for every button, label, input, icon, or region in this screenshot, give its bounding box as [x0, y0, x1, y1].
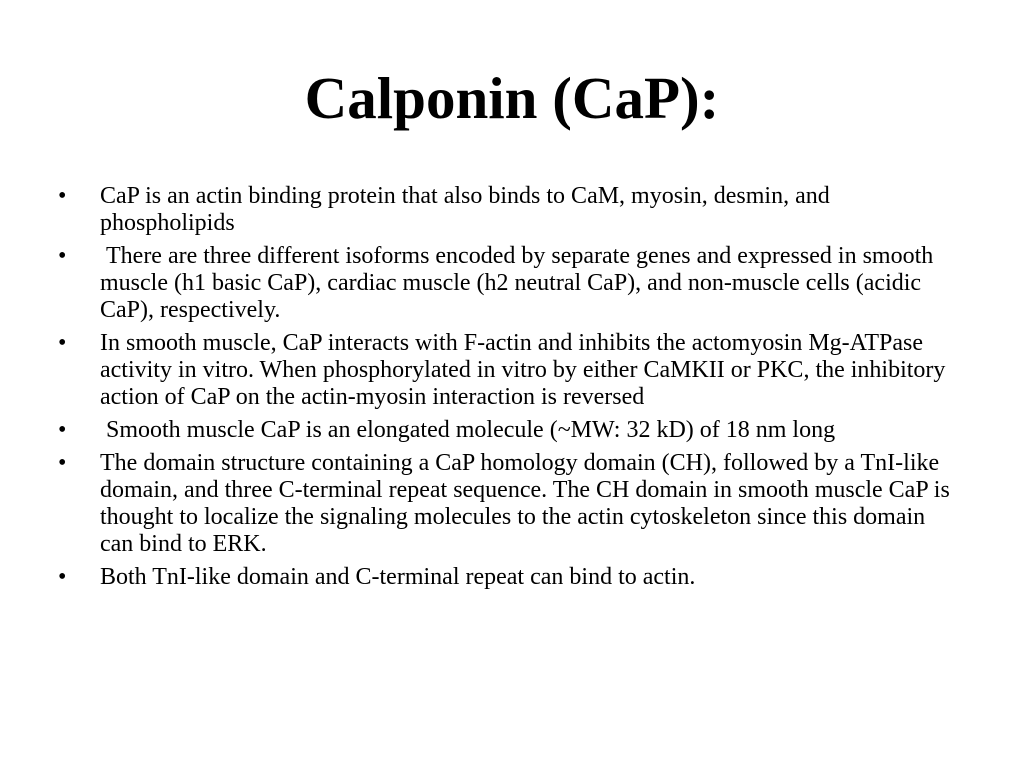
bullet-dot-icon: • [58, 450, 67, 476]
bullet-text: Both TnI-like domain and C-terminal repeat can bind to actin. [100, 564, 696, 590]
bullet-dot-icon: • [58, 564, 67, 590]
bullet-item [0, 330, 1024, 411]
bullet-text: Smooth muscle CaP is an elongated molecule (~MW: 32 kD) of 18 nm long [100, 417, 836, 443]
bullet-list [0, 183, 1024, 597]
bullet-dot-icon: • [58, 330, 67, 356]
bullet-item [0, 417, 1024, 444]
bullet-item [0, 183, 1024, 237]
bullet-dot-icon: • [58, 417, 67, 443]
bullet-text: In smooth muscle, CaP interacts with F-actin and inhibits the actomyosin Mg-ATPase activity in vitro. When phosphorylated in vitro by either CaMKII or PKC, the inhibitory action of CaP on the actin-myosin interaction is reversed [100, 330, 952, 410]
bullet-item [0, 450, 1024, 558]
bullet-dot-icon: • [58, 183, 67, 209]
bullet-text: The domain structure containing a CaP homology domain (CH), followed by a TnI-like domain, and three C-terminal repeat sequence. The CH domain in smooth muscle CaP is thought to localize the signaling molecules to the actin cytoskeleton since this domain can bind to ERK. [100, 450, 956, 557]
bullet-item [0, 243, 1024, 324]
bullet-text: There are three different isoforms encoded by separate genes and expressed in smooth muscle (h1 basic CaP), cardiac muscle (h2 neutral CaP), and non-muscle cells (acidic CaP), respectively. [100, 243, 940, 323]
bullet-item [0, 564, 1024, 591]
slide-title: Calponin (CaP): [304, 65, 720, 131]
bullet-text: CaP is an actin binding protein that also binds to CaM, myosin, desmin, and phospholipids [100, 183, 836, 236]
bullet-dot-icon: • [58, 243, 67, 269]
